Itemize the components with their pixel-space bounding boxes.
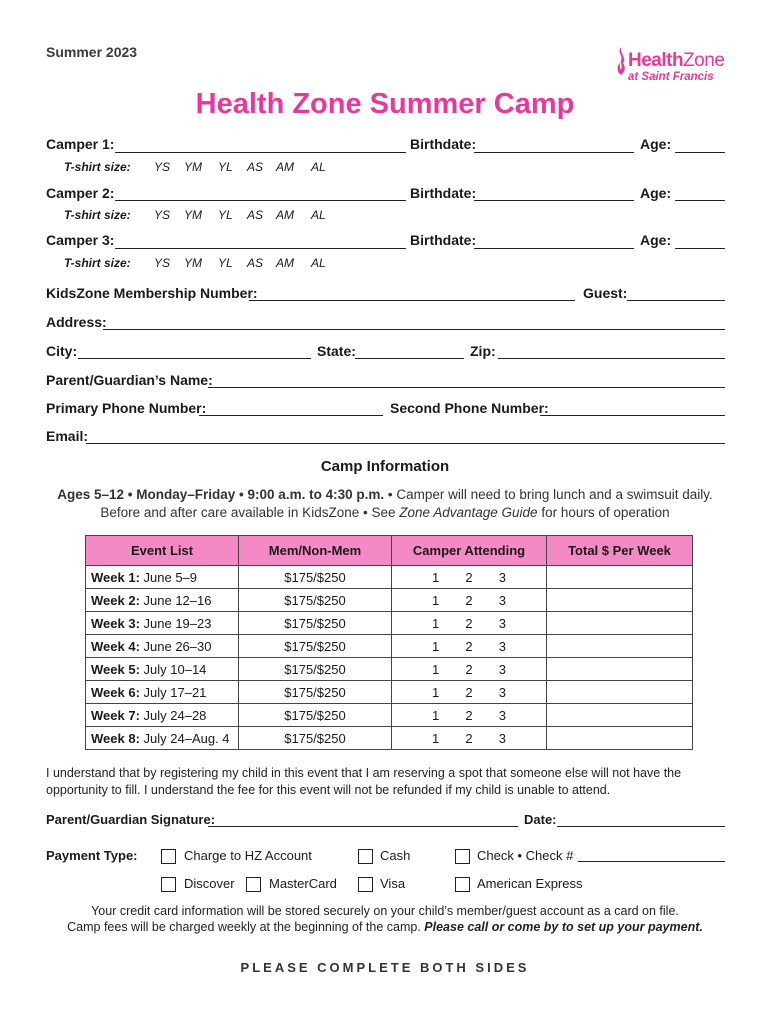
camper-option-2[interactable]: 2 xyxy=(465,707,473,723)
camper-attending-cell xyxy=(392,658,547,681)
payment-type-label: Payment Type: xyxy=(46,848,138,863)
price-cell: $175/$250 xyxy=(239,635,392,658)
total-cell[interactable] xyxy=(547,566,693,589)
week-dates: June 12–16 xyxy=(139,592,212,608)
week-label: Week 7: xyxy=(91,707,140,723)
signature-field[interactable] xyxy=(208,826,518,827)
second-phone-field[interactable] xyxy=(540,415,725,416)
second-phone-label: Second Phone Number: xyxy=(390,400,549,416)
camper-2-size-ym[interactable]: YM xyxy=(184,208,202,222)
camper-option-1[interactable]: 1 xyxy=(432,707,440,723)
camper-3-size-ys[interactable]: YS xyxy=(154,256,171,270)
membership-field[interactable] xyxy=(249,300,575,301)
charge-hz-checkbox[interactable] xyxy=(161,849,176,864)
city-label: City: xyxy=(46,343,78,359)
camper-option-3[interactable]: 3 xyxy=(498,707,506,723)
check-checkbox[interactable] xyxy=(455,849,470,864)
camper-option-2[interactable]: 2 xyxy=(465,615,473,631)
table-row xyxy=(86,681,693,704)
disclaimer-text: I understand that by registering my child in this event that I am reserving a spot that someone else will not have the opportunity to fill. I understand the fee for this event will not be refunded if my child is unable to attend. xyxy=(46,766,682,797)
camper-attending-cell xyxy=(392,704,547,727)
header-event-list: Event List xyxy=(86,536,239,566)
check-number-field[interactable] xyxy=(578,861,725,862)
week-label: Week 2: xyxy=(91,592,140,608)
total-cell[interactable] xyxy=(547,612,693,635)
week-label: Week 5: xyxy=(91,661,140,677)
check-label: Check • Check # xyxy=(477,848,574,863)
camper-option-3[interactable]: 3 xyxy=(498,730,506,746)
price-cell: $175/$250 xyxy=(239,681,392,704)
camper-option-2[interactable]: 2 xyxy=(465,592,473,608)
week-dates: June 5–9 xyxy=(139,569,198,585)
price-cell: $175/$250 xyxy=(239,566,392,589)
total-cell[interactable] xyxy=(547,704,693,727)
camper-2-name-field[interactable] xyxy=(115,200,406,201)
amex-label: American Express xyxy=(477,876,583,891)
camper-1-birthdate-label: Birthdate: xyxy=(410,136,477,152)
camper-attending-cell xyxy=(392,635,547,658)
camper-option-1[interactable]: 1 xyxy=(432,730,440,746)
primary-phone-label: Primary Phone Number: xyxy=(46,400,207,416)
billing-note-emphasis: Please call or come by to set up your payment. xyxy=(424,920,703,934)
table-row xyxy=(86,589,693,612)
price-cell: $175/$250 xyxy=(239,589,392,612)
email-label: Email: xyxy=(46,428,89,444)
city-field[interactable] xyxy=(78,358,311,359)
camper-option-2[interactable]: 2 xyxy=(465,569,473,585)
discover-checkbox[interactable] xyxy=(161,877,176,892)
billing-note-text: Camp fees will be charged weekly at the beginning of the camp. xyxy=(67,920,425,934)
signature-label: Parent/Guardian Signature: xyxy=(46,812,216,827)
camper-2-age-label: Age: xyxy=(640,185,672,201)
camper-option-1[interactable]: 1 xyxy=(432,661,440,677)
zip-label: Zip: xyxy=(470,343,496,359)
camper-option-3[interactable]: 3 xyxy=(498,615,506,631)
camper-3-size-am[interactable]: AM xyxy=(276,256,294,270)
guest-label: Guest: xyxy=(583,285,628,301)
camper-2-tshirt-label: T-shirt size: xyxy=(64,208,131,222)
email-field[interactable] xyxy=(86,443,725,444)
camper-1-size-al[interactable]: AL xyxy=(311,160,326,174)
week-label: Week 8: xyxy=(91,730,140,746)
camp-info-guide: Zone Advantage Guide xyxy=(399,505,538,520)
camper-option-1[interactable]: 1 xyxy=(432,592,440,608)
camper-attending-cell xyxy=(392,566,547,589)
membership-label: KidsZone Membership Number: xyxy=(46,285,258,301)
price-cell: $175/$250 xyxy=(239,704,392,727)
logo-name-light: Zone xyxy=(683,50,725,71)
healthzone-logo xyxy=(614,44,732,88)
camper-3-size-yl[interactable]: YL xyxy=(218,256,233,270)
season-label: Summer 2023 xyxy=(46,44,138,60)
camper-3-size-as[interactable]: AS xyxy=(247,256,264,270)
event-cell xyxy=(86,727,239,750)
header-mem-non-mem: Mem/Non-Mem xyxy=(239,536,392,566)
week-dates: July 17–21 xyxy=(139,684,207,700)
event-cell xyxy=(86,658,239,681)
event-cell xyxy=(86,566,239,589)
week-dates: June 19–23 xyxy=(139,615,212,631)
primary-phone-field[interactable] xyxy=(199,415,383,416)
table-row xyxy=(86,727,693,750)
discover-label: Discover xyxy=(184,876,235,891)
cash-label: Cash xyxy=(380,848,411,863)
total-cell[interactable] xyxy=(547,589,693,612)
camper-attending-cell xyxy=(392,612,547,635)
week-dates: July 24–Aug. 4 xyxy=(139,730,230,746)
state-label: State: xyxy=(317,343,356,359)
date-field[interactable] xyxy=(557,826,725,827)
camp-info-hours: for hours of operation xyxy=(537,505,670,520)
camp-info-line-2 xyxy=(0,505,770,520)
total-cell[interactable] xyxy=(547,681,693,704)
total-cell[interactable] xyxy=(547,727,693,750)
cash-checkbox[interactable] xyxy=(358,849,373,864)
camper-2-label: Camper 2: xyxy=(46,185,115,201)
camper-option-3[interactable]: 3 xyxy=(498,638,506,654)
camper-1-birthdate-field[interactable] xyxy=(474,152,634,153)
state-field[interactable] xyxy=(355,358,464,359)
camper-attending-cell xyxy=(392,727,547,750)
camper-1-size-as[interactable]: AS xyxy=(247,160,264,174)
camper-2-size-am[interactable]: AM xyxy=(276,208,294,222)
logo-name-bold: Health xyxy=(628,50,684,71)
camper-attending-cell xyxy=(392,681,547,704)
total-cell[interactable] xyxy=(547,635,693,658)
flame-icon xyxy=(614,46,628,76)
total-cell[interactable] xyxy=(547,658,693,681)
camper-3-tshirt-label: T-shirt size: xyxy=(64,256,131,270)
camper-option-1[interactable]: 1 xyxy=(432,684,440,700)
camper-option-2[interactable]: 2 xyxy=(465,638,473,654)
week-label: Week 3: xyxy=(91,615,140,631)
week-label: Week 6: xyxy=(91,684,140,700)
camper-1-name-field[interactable] xyxy=(115,152,406,153)
camper-option-1[interactable]: 1 xyxy=(432,638,440,654)
camper-1-tshirt-label: T-shirt size: xyxy=(64,160,131,174)
event-cell xyxy=(86,681,239,704)
table-row xyxy=(86,566,693,589)
camper-3-size-al[interactable]: AL xyxy=(311,256,326,270)
logo-name xyxy=(628,50,724,72)
table-row xyxy=(86,635,693,658)
camp-info-schedule: Ages 5–12 • Monday–Friday • 9:00 a.m. to 4:30 p.m. xyxy=(57,487,385,502)
logo-subtitle: at Saint Francis xyxy=(628,71,714,83)
event-cell xyxy=(86,589,239,612)
zip-field[interactable] xyxy=(498,358,725,359)
charge-hz-label: Charge to HZ Account xyxy=(184,848,312,863)
camp-info-care: Before and after care available in KidsZone • See xyxy=(100,505,400,520)
price-cell: $175/$250 xyxy=(239,612,392,635)
event-cell xyxy=(86,704,239,727)
table-row xyxy=(86,658,693,681)
camper-1-size-ym[interactable]: YM xyxy=(184,160,202,174)
camper-3-size-ym[interactable]: YM xyxy=(184,256,202,270)
page-title: Health Zone Summer Camp xyxy=(195,88,575,120)
camper-1-size-ys[interactable]: YS xyxy=(154,160,171,174)
week-dates: July 10–14 xyxy=(139,661,207,677)
camper-1-age-field[interactable] xyxy=(675,152,725,153)
camper-3-label: Camper 3: xyxy=(46,232,115,248)
camper-2-age-field[interactable] xyxy=(675,200,725,201)
camper-1-age-label: Age: xyxy=(640,136,672,152)
parent-name-label: Parent/Guardian’s Name: xyxy=(46,372,213,388)
camper-option-1[interactable]: 1 xyxy=(432,569,440,585)
date-label: Date: xyxy=(524,812,557,827)
camper-1-size-am[interactable]: AM xyxy=(276,160,294,174)
camper-3-birthdate-field[interactable] xyxy=(474,248,634,249)
camp-info-title: Camp Information xyxy=(320,458,450,475)
mastercard-label: MasterCard xyxy=(269,876,337,891)
camper-1-size-yl[interactable]: YL xyxy=(218,160,233,174)
camper-2-size-as[interactable]: AS xyxy=(247,208,264,222)
price-cell: $175/$250 xyxy=(239,727,392,750)
event-cell xyxy=(86,612,239,635)
table-row xyxy=(86,704,693,727)
camper-option-3[interactable]: 3 xyxy=(498,569,506,585)
week-dates: July 24–28 xyxy=(139,707,207,723)
week-label: Week 4: xyxy=(91,638,140,654)
camper-option-3[interactable]: 3 xyxy=(498,661,506,677)
camper-option-2[interactable]: 2 xyxy=(465,661,473,677)
camp-info-line-1 xyxy=(0,487,770,502)
camper-2-size-yl[interactable]: YL xyxy=(218,208,233,222)
camper-3-age-field[interactable] xyxy=(675,248,725,249)
camper-option-1[interactable]: 1 xyxy=(432,615,440,631)
price-cell: $175/$250 xyxy=(239,658,392,681)
event-table-header xyxy=(86,536,693,566)
guest-field[interactable] xyxy=(627,300,725,301)
week-label: Week 1: xyxy=(91,569,140,585)
week-dates: June 26–30 xyxy=(139,638,212,654)
camper-option-3[interactable]: 3 xyxy=(498,592,506,608)
camper-2-birthdate-label: Birthdate: xyxy=(410,185,477,201)
address-field[interactable] xyxy=(103,329,725,330)
camper-3-birthdate-label: Birthdate: xyxy=(410,232,477,248)
camper-option-2[interactable]: 2 xyxy=(465,684,473,700)
camper-2-size-al[interactable]: AL xyxy=(311,208,326,222)
camper-option-2[interactable]: 2 xyxy=(465,730,473,746)
camper-option-3[interactable]: 3 xyxy=(498,684,506,700)
footer-text: PLEASE COMPLETE BOTH SIDES xyxy=(240,960,530,975)
camper-1-label: Camper 1: xyxy=(46,136,115,152)
camper-2-birthdate-field[interactable] xyxy=(474,200,634,201)
header-camper-attending: Camper Attending xyxy=(392,536,547,566)
camper-attending-cell xyxy=(392,589,547,612)
camper-3-age-label: Age: xyxy=(640,232,672,248)
amex-checkbox[interactable] xyxy=(455,877,470,892)
address-label: Address: xyxy=(46,314,107,330)
camper-2-size-ys[interactable]: YS xyxy=(154,208,171,222)
header-total-per-week: Total $ Per Week xyxy=(547,536,693,566)
event-cell xyxy=(86,635,239,658)
mastercard-checkbox[interactable] xyxy=(246,877,261,892)
visa-checkbox[interactable] xyxy=(358,877,373,892)
camp-info-lunch: • Camper will need to bring lunch and a swimsuit daily. xyxy=(384,487,713,502)
card-on-file-note: Your credit card information will be stored securely on your child’s member/guest account as a card on file. xyxy=(91,904,679,918)
event-table xyxy=(85,535,693,750)
table-row xyxy=(86,612,693,635)
parent-name-field[interactable] xyxy=(208,387,725,388)
billing-note xyxy=(0,920,770,934)
visa-label: Visa xyxy=(380,876,406,891)
camper-3-name-field[interactable] xyxy=(115,248,406,249)
